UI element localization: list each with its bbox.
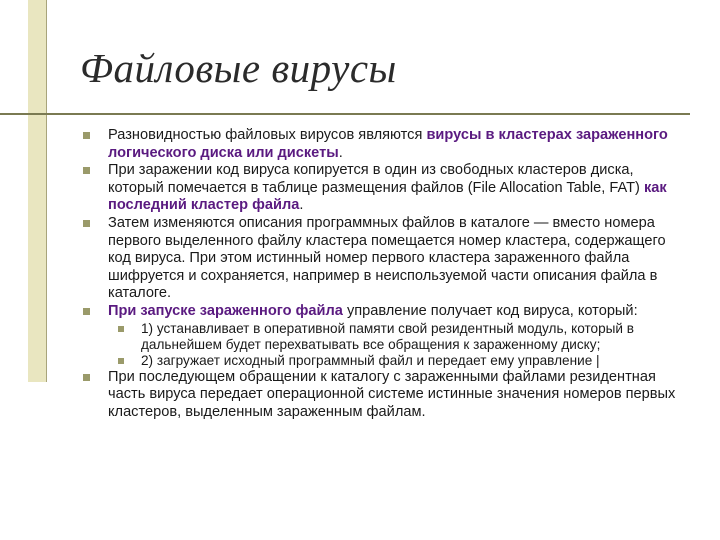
sub-bullet-text: 2) загружает исходный программный файл и передает ему управление |	[141, 352, 600, 368]
bullet-square-icon	[83, 374, 90, 381]
bullet-text: управление получает код вируса, который:	[342, 302, 638, 319]
bullet-item	[83, 215, 688, 303]
bullet-square-icon	[83, 308, 90, 315]
bullet-square-icon	[83, 167, 90, 174]
bullet-text: При последующем обращении к каталогу с зараженными файлами резидентная часть вируса передает операционной системе истинные значения номеров первых кластеров, выделенным зараженным файлам.	[108, 368, 676, 420]
bullet-text: .	[299, 197, 304, 214]
bullet-item	[83, 369, 688, 422]
slide-content	[83, 127, 688, 421]
slide-title: Файловые вирусы	[80, 45, 397, 91]
sub-bullet-item	[83, 353, 688, 369]
bullet-text: .	[338, 144, 343, 161]
bullet-text: Разновидностью файловых вирусов являются	[108, 127, 427, 143]
decorative-vertical-line	[46, 0, 47, 382]
sub-bullet-item	[83, 321, 688, 353]
bullet-square-icon	[83, 220, 90, 227]
bullet-item	[83, 303, 688, 321]
bullet-text: Затем изменяются описания программных файлов в каталоге — вместо номера первого выделенного файлу кластера помещается номер кластера, содержащего код вируса. При этом истинный номер первого кластера зараженного файла шифруется и сохраняется, например в неиспользуемой части описания файла в каталоге.	[108, 214, 666, 302]
bullet-highlight: как последний кластер файла	[108, 179, 667, 214]
bullet-square-icon	[83, 132, 90, 139]
bullet-highlight: При запуске зараженного файла	[108, 302, 343, 319]
sub-bullet-square-icon	[118, 326, 124, 332]
sub-bullet-text: 1) устанавливает в оперативной памяти свой резидентный модуль, который в дальнейшем будет перехватывать все обращения к зараженному диску;	[141, 320, 635, 352]
title-divider	[0, 113, 690, 115]
bullet-text: При заражении код вируса копируется в один из свободных кластеров диска, который помечается в таблице размещения файлов (File Allocation Table, FAT)	[108, 162, 644, 196]
sub-bullet-square-icon	[118, 358, 124, 364]
bullet-item	[83, 162, 688, 215]
decorative-sidebar	[28, 0, 47, 382]
bullet-highlight: вирусы в кластерах зараженного логического диска или дискеты	[108, 127, 668, 161]
bullet-item	[83, 127, 688, 162]
